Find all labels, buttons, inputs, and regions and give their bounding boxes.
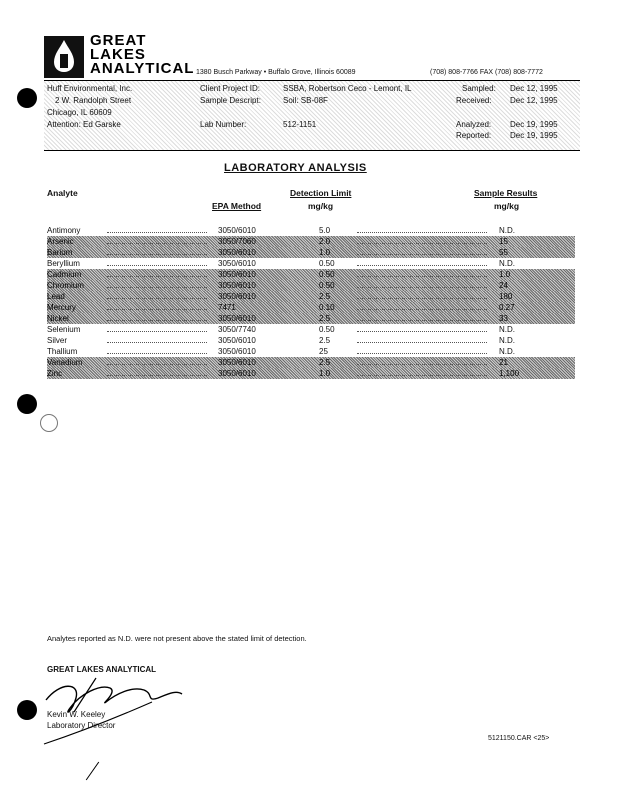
analyte-cell: Beryllium xyxy=(47,259,80,268)
binder-hole-bottom xyxy=(17,700,37,720)
method-cell: 3050/6010 xyxy=(218,292,256,301)
company-logo xyxy=(44,32,195,80)
limit-cell: 25 xyxy=(319,347,328,356)
column-header-detection: Detection Limit xyxy=(290,188,352,198)
result-cell: 180 xyxy=(499,292,513,301)
limit-cell: 2.0 xyxy=(319,237,331,246)
leader-dots xyxy=(107,309,207,310)
table-row xyxy=(47,357,575,368)
table-row xyxy=(47,247,575,258)
signature-company: GREAT LAKES ANALYTICAL xyxy=(47,665,157,674)
leader-dots xyxy=(357,243,487,244)
analyte-cell: Selenium xyxy=(47,325,81,334)
sampled-value: Dec 12, 1995 xyxy=(510,84,558,93)
client-attention: Attention: Ed Garske xyxy=(47,120,121,129)
received-label: Received: xyxy=(456,96,492,105)
table-row xyxy=(47,269,575,280)
limit-cell: 0.50 xyxy=(319,281,335,290)
result-cell: 0.27 xyxy=(499,303,515,312)
analyte-cell: Zinc xyxy=(47,369,63,378)
method-cell: 7471 xyxy=(218,303,236,312)
analyte-cell: Arsenic xyxy=(47,237,74,246)
method-cell: 3050/6010 xyxy=(218,358,256,367)
analyte-cell: Chromium xyxy=(47,281,84,290)
analyzed-label: Analyzed: xyxy=(456,120,492,129)
result-cell: 15 xyxy=(499,237,508,246)
result-cell: 55 xyxy=(499,248,508,257)
method-cell: 3050/6010 xyxy=(218,281,256,290)
method-cell: 3050/7060 xyxy=(218,237,256,246)
leader-dots xyxy=(107,254,207,255)
limit-cell: 5.0 xyxy=(319,226,331,235)
analyte-cell: Barium xyxy=(47,248,73,257)
method-cell: 3050/6010 xyxy=(218,347,256,356)
table-row xyxy=(47,258,575,269)
table-row xyxy=(47,225,575,236)
analyte-cell: Vanadium xyxy=(47,358,83,367)
project-id-label: Client Project ID: xyxy=(200,84,261,93)
limit-cell: 2.5 xyxy=(319,292,331,301)
limit-cell: 0.50 xyxy=(319,270,335,279)
leader-dots xyxy=(107,342,207,343)
method-cell: 3050/6010 xyxy=(218,336,256,345)
table-row xyxy=(47,313,575,324)
result-cell: N.D. xyxy=(499,347,515,356)
leader-dots xyxy=(107,287,207,288)
logo-mark-icon xyxy=(44,34,84,78)
client-street: 2 W. Randolph Street xyxy=(55,96,132,105)
sample-descript-label: Sample Descript: xyxy=(200,96,261,105)
analyte-cell: Lead xyxy=(47,292,65,301)
table-row xyxy=(47,280,575,291)
sample-descript-value: Soil: SB-08F xyxy=(283,96,328,105)
letterhead-address: 1380 Busch Parkway • Buffalo Grove, Illinois 60089 xyxy=(196,69,356,76)
leader-dots xyxy=(357,364,487,365)
leader-dots xyxy=(357,265,487,266)
leader-dots xyxy=(107,320,207,321)
result-cell: N.D. xyxy=(499,336,515,345)
letterhead-phone-fax: (708) 808-7766 FAX (708) 808-7772 xyxy=(430,69,543,76)
leader-dots xyxy=(107,276,207,277)
client-city: Chicago, IL 60609 xyxy=(47,108,112,117)
limit-cell: 0.10 xyxy=(319,303,335,312)
leader-dots xyxy=(357,375,487,376)
column-header-analyte: Analyte xyxy=(47,188,78,198)
method-cell: 3050/6010 xyxy=(218,369,256,378)
analyte-cell: Cadmium xyxy=(47,270,82,279)
table-row xyxy=(47,335,575,346)
leader-dots xyxy=(357,298,487,299)
column-header-result: Sample Results xyxy=(474,188,538,198)
method-cell: 3050/6010 xyxy=(218,270,256,279)
table-row xyxy=(47,291,575,302)
lab-number-label: Lab Number: xyxy=(200,120,247,129)
limit-cell: 1.0 xyxy=(319,248,331,257)
limit-cell: 1.0 xyxy=(319,369,331,378)
analyte-cell: Nickel xyxy=(47,314,69,323)
result-cell: N.D. xyxy=(499,325,515,334)
result-cell: 21 xyxy=(499,358,508,367)
logo-line-great: GREAT xyxy=(90,32,147,49)
column-header-result-unit: mg/kg xyxy=(494,201,520,211)
leader-dots xyxy=(107,375,207,376)
analyte-cell: Mercury xyxy=(47,303,76,312)
leader-dots xyxy=(107,243,207,244)
result-cell: 1.0 xyxy=(499,270,511,279)
leader-dots xyxy=(357,254,487,255)
table-row xyxy=(47,302,575,313)
pen-mark xyxy=(86,762,99,781)
binder-hole-ring xyxy=(40,414,58,432)
result-cell: 1,100 xyxy=(499,369,520,378)
project-id-value: SSBA, Robertson Ceco - Lemont, IL xyxy=(283,84,412,93)
leader-dots xyxy=(107,331,207,332)
lab-number-value: 512-1151 xyxy=(283,120,317,129)
result-cell: N.D. xyxy=(499,259,515,268)
leader-dots xyxy=(107,265,207,266)
reported-label: Reported: xyxy=(456,131,492,140)
result-cell: N.D. xyxy=(499,226,515,235)
binder-hole-top xyxy=(17,88,37,108)
analyte-cell: Antimony xyxy=(47,226,81,235)
document-id: 5121150.CAR <25> xyxy=(488,735,550,742)
received-value: Dec 12, 1995 xyxy=(510,96,558,105)
analyte-cell: Thallium xyxy=(47,347,78,356)
leader-dots xyxy=(357,342,487,343)
logo-line-analytical: ANALYTICAL xyxy=(90,60,195,77)
leader-dots xyxy=(357,309,487,310)
limit-cell: 0.50 xyxy=(319,325,335,334)
binder-hole-middle xyxy=(17,394,37,414)
limit-cell: 2.5 xyxy=(319,358,331,367)
table-row xyxy=(47,324,575,335)
table-row xyxy=(47,236,575,247)
report-title: LABORATORY ANALYSIS xyxy=(224,162,367,174)
limit-cell: 2.5 xyxy=(319,336,331,345)
method-cell: 3050/6010 xyxy=(218,314,256,323)
leader-dots xyxy=(357,232,487,233)
method-cell: 3050/7740 xyxy=(218,325,256,334)
limit-cell: 2.5 xyxy=(319,314,331,323)
leader-dots xyxy=(107,364,207,365)
leader-dots xyxy=(357,320,487,321)
result-cell: 24 xyxy=(499,281,508,290)
column-header-method: EPA Method xyxy=(212,201,262,211)
leader-dots xyxy=(357,276,487,277)
column-header-detection-unit: mg/kg xyxy=(308,201,334,211)
leader-dots xyxy=(107,298,207,299)
sampled-label: Sampled: xyxy=(462,84,496,93)
leader-dots xyxy=(107,232,207,233)
method-cell: 3050/6010 xyxy=(218,248,256,257)
method-cell: 3050/6010 xyxy=(218,259,256,268)
result-cell: 33 xyxy=(499,314,508,323)
leader-dots xyxy=(357,287,487,288)
leader-dots xyxy=(357,331,487,332)
table-row xyxy=(47,368,575,379)
analyte-cell: Silver xyxy=(47,336,68,345)
table-row xyxy=(47,346,575,357)
signer-name: Kevin W. Keeley xyxy=(47,710,106,719)
logo-line-lakes: LAKES xyxy=(90,46,146,63)
signer-title: Laboratory Director xyxy=(47,721,116,730)
nd-footnote: Analytes reported as N.D. were not present above the stated limit of detection. xyxy=(47,634,307,643)
limit-cell: 0.50 xyxy=(319,259,335,268)
analyzed-value: Dec 19, 1995 xyxy=(510,120,558,129)
method-cell: 3050/6010 xyxy=(218,226,256,235)
client-name: Huff Environmental, Inc. xyxy=(47,84,133,93)
reported-value: Dec 19, 1995 xyxy=(510,131,558,140)
leader-dots xyxy=(357,353,487,354)
leader-dots xyxy=(107,353,207,354)
